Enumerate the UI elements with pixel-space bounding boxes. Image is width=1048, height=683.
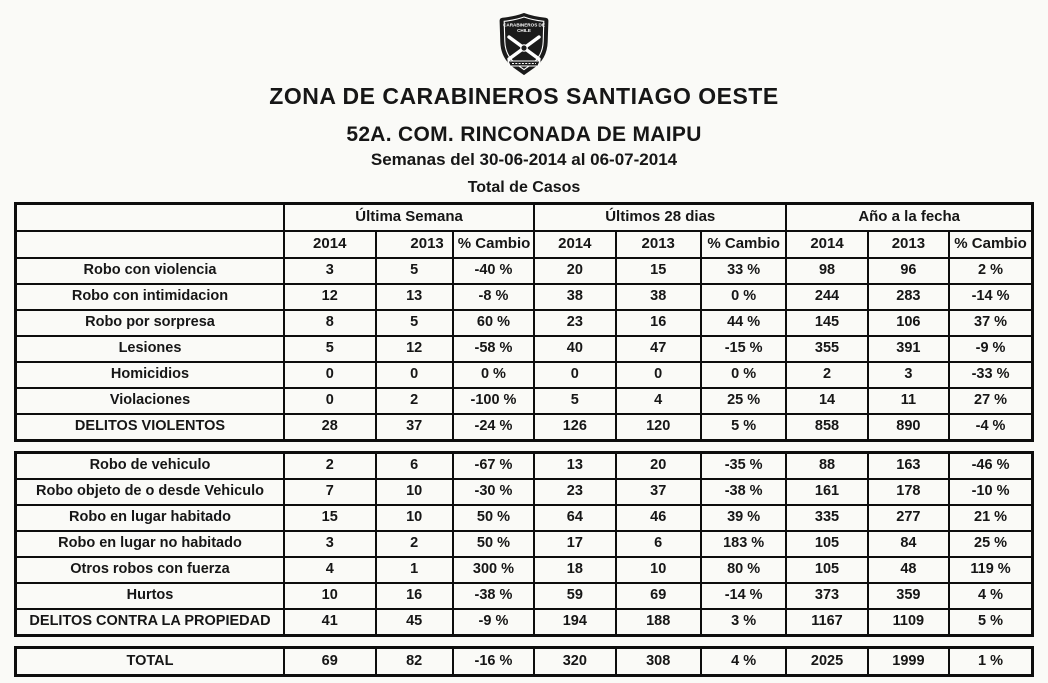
- cell-value: 5 %: [949, 609, 1032, 636]
- row-label: TOTAL: [16, 648, 284, 676]
- cell-value: 96: [868, 258, 949, 284]
- cell-value: 1109: [868, 609, 949, 636]
- cell-value: -10 %: [949, 479, 1032, 505]
- group-header-row: [16, 204, 1033, 232]
- cell-value: -14 %: [701, 583, 786, 609]
- cell-value: -24 %: [453, 414, 534, 441]
- cell-value: 20: [534, 258, 615, 284]
- cell-value: 50 %: [453, 505, 534, 531]
- cell-value: 48: [868, 557, 949, 583]
- cell-value: 23: [534, 479, 615, 505]
- cell-value: 120: [616, 414, 701, 441]
- cell-value: 283: [868, 284, 949, 310]
- cell-value: 0 %: [701, 362, 786, 388]
- total-row: [16, 648, 1033, 676]
- cell-value: 0: [284, 388, 376, 414]
- cell-value: 11: [868, 388, 949, 414]
- page-title: ZONA DE CARABINEROS SANTIAGO OESTE: [269, 83, 779, 109]
- cell-value: 21 %: [949, 505, 1032, 531]
- cell-value: 41: [284, 609, 376, 636]
- cell-value: 47: [616, 336, 701, 362]
- cell-value: 16: [616, 310, 701, 336]
- cell-value: 18: [534, 557, 615, 583]
- table-row: [16, 453, 1033, 480]
- cell-value: 161: [786, 479, 867, 505]
- tables-container: [14, 202, 1034, 677]
- cell-value: 4 %: [949, 583, 1032, 609]
- cell-value: 244: [786, 284, 867, 310]
- cell-value: 2: [786, 362, 867, 388]
- property-crimes-table: [14, 451, 1034, 637]
- cell-value: 1167: [786, 609, 867, 636]
- cell-value: 3: [284, 531, 376, 557]
- cell-value: 335: [786, 505, 867, 531]
- cell-value: 12: [284, 284, 376, 310]
- table-row: [16, 258, 1033, 284]
- cell-value: 46: [616, 505, 701, 531]
- cell-value: 0: [534, 362, 615, 388]
- group-header-ano-a-la-fecha: Año a la fecha: [786, 204, 1032, 232]
- cell-value: 105: [786, 531, 867, 557]
- table-row: [16, 505, 1033, 531]
- col-header-cambio: % Cambio: [453, 231, 534, 258]
- cell-value: 4: [616, 388, 701, 414]
- cell-value: -33 %: [949, 362, 1032, 388]
- cell-value: 858: [786, 414, 867, 441]
- cell-value: 3 %: [701, 609, 786, 636]
- table-row: [16, 310, 1033, 336]
- station-subtitle: 52A. COM. RINCONADA DE MAIPU: [346, 123, 702, 146]
- cell-value: 183 %: [701, 531, 786, 557]
- row-label: DELITOS VIOLENTOS: [16, 414, 284, 441]
- cell-value: 1999: [868, 648, 949, 676]
- cell-value: -38 %: [453, 583, 534, 609]
- cell-value: 88: [786, 453, 867, 480]
- row-label: Robo objeto de o desde Vehiculo: [16, 479, 284, 505]
- cell-value: -9 %: [453, 609, 534, 636]
- cell-value: 119 %: [949, 557, 1032, 583]
- row-label: Hurtos: [16, 583, 284, 609]
- row-label: Robo en lugar habitado: [16, 505, 284, 531]
- cell-value: 37: [616, 479, 701, 505]
- cell-value: 13: [534, 453, 615, 480]
- cell-value: 105: [786, 557, 867, 583]
- col-header-2014: 2014: [534, 231, 615, 258]
- cell-value: 80 %: [701, 557, 786, 583]
- col-header-2013: 2013: [616, 231, 701, 258]
- cell-value: 98: [786, 258, 867, 284]
- cell-value: 13: [376, 284, 453, 310]
- cell-value: 5: [284, 336, 376, 362]
- cell-value: 39 %: [701, 505, 786, 531]
- cell-value: 126: [534, 414, 615, 441]
- cell-value: -35 %: [701, 453, 786, 480]
- cell-value: 17: [534, 531, 615, 557]
- cell-value: 2025: [786, 648, 867, 676]
- cell-value: 308: [616, 648, 701, 676]
- cell-value: 145: [786, 310, 867, 336]
- total-row: [16, 609, 1033, 636]
- row-label: Robo con violencia: [16, 258, 284, 284]
- cell-value: 0: [616, 362, 701, 388]
- cell-value: 69: [284, 648, 376, 676]
- cell-value: 28: [284, 414, 376, 441]
- cell-value: -58 %: [453, 336, 534, 362]
- cell-value: 277: [868, 505, 949, 531]
- logo-container: [0, 0, 1048, 76]
- table-row: [16, 479, 1033, 505]
- cell-value: 27 %: [949, 388, 1032, 414]
- col-header-cambio: % Cambio: [949, 231, 1032, 258]
- cell-value: 194: [534, 609, 615, 636]
- row-label: Homicidios: [16, 362, 284, 388]
- table-row: [16, 557, 1033, 583]
- cell-value: 391: [868, 336, 949, 362]
- cell-value: 1 %: [949, 648, 1032, 676]
- cell-value: 373: [786, 583, 867, 609]
- cell-value: 40: [534, 336, 615, 362]
- cell-value: 0: [284, 362, 376, 388]
- cell-value: -8 %: [453, 284, 534, 310]
- svg-text:CHILE: CHILE: [517, 28, 531, 33]
- cell-value: 25 %: [949, 531, 1032, 557]
- cell-value: 6: [616, 531, 701, 557]
- cell-value: 890: [868, 414, 949, 441]
- col-header-cambio: % Cambio: [701, 231, 786, 258]
- cell-value: 38: [616, 284, 701, 310]
- cell-value: 106: [868, 310, 949, 336]
- cell-value: 5: [376, 258, 453, 284]
- table-row: [16, 583, 1033, 609]
- cell-value: 45: [376, 609, 453, 636]
- cell-value: 10: [284, 583, 376, 609]
- cell-value: 33 %: [701, 258, 786, 284]
- cell-value: 4 %: [701, 648, 786, 676]
- cell-value: 0: [376, 362, 453, 388]
- table-title: Total de Casos: [467, 179, 581, 196]
- row-label: Lesiones: [16, 336, 284, 362]
- cell-value: 59: [534, 583, 615, 609]
- group-header-ultima-semana: Última Semana: [284, 204, 534, 232]
- cell-value: 2: [376, 531, 453, 557]
- cell-value: 7: [284, 479, 376, 505]
- cell-value: -9 %: [949, 336, 1032, 362]
- cell-value: 1: [376, 557, 453, 583]
- cell-value: 188: [616, 609, 701, 636]
- cell-value: 300 %: [453, 557, 534, 583]
- svg-text:CARABINEROS DE: CARABINEROS DE: [503, 22, 545, 28]
- row-label: DELITOS CONTRA LA PROPIEDAD: [16, 609, 284, 636]
- cell-value: 23: [534, 310, 615, 336]
- cell-value: 178: [868, 479, 949, 505]
- cell-value: 2: [284, 453, 376, 480]
- violent-crimes-table: [14, 202, 1034, 442]
- cell-value: 2 %: [949, 258, 1032, 284]
- table-row: [16, 531, 1033, 557]
- cell-value: 10: [376, 505, 453, 531]
- cell-value: 5: [376, 310, 453, 336]
- row-label: Robo por sorpresa: [16, 310, 284, 336]
- cell-value: 10: [376, 479, 453, 505]
- cell-value: 64: [534, 505, 615, 531]
- cell-value: -15 %: [701, 336, 786, 362]
- cell-value: 2: [376, 388, 453, 414]
- cell-value: 10: [616, 557, 701, 583]
- col-header-2013: 2013: [868, 231, 949, 258]
- cell-value: 163: [868, 453, 949, 480]
- cell-value: -14 %: [949, 284, 1032, 310]
- cell-value: 355: [786, 336, 867, 362]
- date-range: Semanas del 30-06-2014 al 06-07-2014: [370, 150, 678, 169]
- cell-value: 359: [868, 583, 949, 609]
- cell-value: 15: [284, 505, 376, 531]
- table-row: [16, 284, 1033, 310]
- cell-value: 38: [534, 284, 615, 310]
- cell-value: 320: [534, 648, 615, 676]
- carabineros-badge-icon: [495, 12, 553, 76]
- cell-value: -4 %: [949, 414, 1032, 441]
- column-header-row: [16, 231, 1033, 258]
- cell-value: 37: [376, 414, 453, 441]
- cell-value: -67 %: [453, 453, 534, 480]
- cell-value: -30 %: [453, 479, 534, 505]
- row-label: Robo en lugar no habitado: [16, 531, 284, 557]
- table-row: [16, 388, 1033, 414]
- cell-value: 0 %: [701, 284, 786, 310]
- row-label: Violaciones: [16, 388, 284, 414]
- cell-value: 14: [786, 388, 867, 414]
- group-header-ultimos-28-dias: Últimos 28 dias: [534, 204, 786, 232]
- cell-value: 6: [376, 453, 453, 480]
- cell-value: 12: [376, 336, 453, 362]
- cell-value: 3: [868, 362, 949, 388]
- cell-value: 44 %: [701, 310, 786, 336]
- col-header-2014: 2014: [284, 231, 376, 258]
- cell-value: 5 %: [701, 414, 786, 441]
- cell-value: -100 %: [453, 388, 534, 414]
- cell-value: 5: [534, 388, 615, 414]
- cell-value: 0 %: [453, 362, 534, 388]
- table-row: [16, 362, 1033, 388]
- table-row: [16, 336, 1033, 362]
- empty-corner-cell: [16, 204, 284, 232]
- cell-value: -40 %: [453, 258, 534, 284]
- cell-value: 3: [284, 258, 376, 284]
- cell-value: 69: [616, 583, 701, 609]
- cell-value: 20: [616, 453, 701, 480]
- cell-value: -38 %: [701, 479, 786, 505]
- row-label: Otros robos con fuerza: [16, 557, 284, 583]
- empty-corner-cell: [16, 231, 284, 258]
- cell-value: 84: [868, 531, 949, 557]
- cell-value: 50 %: [453, 531, 534, 557]
- cell-value: -46 %: [949, 453, 1032, 480]
- cell-value: -16 %: [453, 648, 534, 676]
- cell-value: 60 %: [453, 310, 534, 336]
- cell-value: 4: [284, 557, 376, 583]
- col-header-2013: 2013: [376, 231, 453, 258]
- total-row: [16, 414, 1033, 441]
- document-header: [0, 0, 1048, 197]
- cell-value: 37 %: [949, 310, 1032, 336]
- col-header-2014: 2014: [786, 231, 867, 258]
- row-label: Robo de vehiculo: [16, 453, 284, 480]
- cell-value: 15: [616, 258, 701, 284]
- cell-value: 82: [376, 648, 453, 676]
- grand-total-table: [14, 646, 1034, 677]
- row-label: Robo con intimidacion: [16, 284, 284, 310]
- cell-value: 25 %: [701, 388, 786, 414]
- cell-value: 16: [376, 583, 453, 609]
- cell-value: 8: [284, 310, 376, 336]
